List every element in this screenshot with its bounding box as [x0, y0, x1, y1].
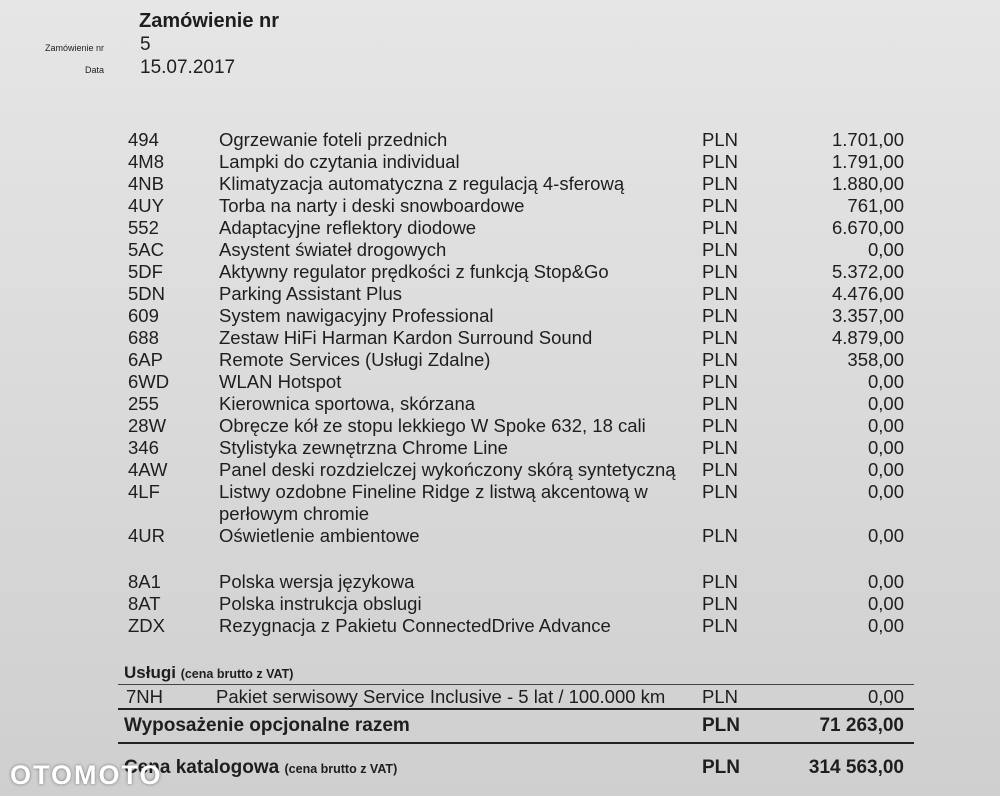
option-amount: 4.879,00	[831, 327, 904, 348]
option-code: 8A1	[128, 571, 161, 592]
option-description: Polska wersja językowa	[219, 571, 415, 592]
option-code: 5AC	[128, 239, 164, 260]
option-amount: 1.791,00	[831, 151, 904, 172]
option-row	[0, 305, 1000, 327]
option-description: Rezygnacja z Pakietu ConnectedDrive Advance	[219, 615, 611, 636]
option-amount: 0,00	[867, 481, 904, 502]
option-amount: 6.670,00	[831, 217, 904, 238]
option-description: Listwy ozdobne Fineline Ridge z listwą akcentową w perłowym chromie	[219, 481, 648, 524]
option-amount: 0,00	[867, 525, 904, 546]
option-code: ZDX	[128, 615, 165, 636]
option-description: Parking Assistant Plus	[219, 283, 403, 304]
option-amount: 0,00	[867, 239, 904, 260]
option-row	[0, 173, 1000, 195]
option-amount: 0,00	[867, 571, 904, 592]
option-amount: 0,00	[867, 615, 904, 636]
option-row	[0, 349, 1000, 371]
catalog-price-label-wrap	[124, 755, 397, 782]
date-label: Data	[84, 65, 104, 75]
option-currency: PLN	[702, 571, 738, 592]
option-code: 346	[128, 437, 159, 458]
catalog-price-currency: PLN	[702, 757, 740, 778]
option-amount: 4.476,00	[831, 283, 904, 304]
option-code: 494	[128, 129, 159, 150]
option-currency: PLN	[702, 217, 738, 238]
option-code: 8AT	[128, 593, 161, 614]
option-row	[0, 593, 1000, 615]
option-row	[0, 327, 1000, 349]
option-currency: PLN	[702, 525, 738, 546]
services-title: Usługi	[124, 663, 176, 682]
option-code: 6AP	[128, 349, 163, 370]
option-row	[0, 393, 1000, 415]
date-value: 15.07.2017	[140, 57, 236, 78]
order-number-label: Zamówienie nr	[44, 43, 104, 53]
option-currency: PLN	[702, 129, 738, 150]
option-row	[0, 415, 1000, 437]
option-row	[0, 239, 1000, 261]
service-row	[0, 686, 1000, 708]
option-currency: PLN	[702, 349, 738, 370]
option-code: 28W	[128, 415, 167, 436]
option-row	[0, 525, 1000, 547]
document-title: Zamówienie nr	[139, 10, 280, 32]
option-row	[0, 615, 1000, 637]
option-currency: PLN	[702, 239, 738, 260]
option-amount: 358,00	[847, 349, 904, 370]
option-description: Oświetlenie ambientowe	[219, 525, 420, 546]
option-code: 4AW	[128, 459, 168, 480]
option-code: 5DF	[128, 261, 163, 282]
services-note: (cena brutto z VAT)	[180, 667, 294, 681]
option-description: WLAN Hotspot	[219, 371, 342, 392]
option-currency: PLN	[702, 195, 738, 216]
option-currency: PLN	[702, 261, 738, 282]
option-amount: 1.701,00	[831, 129, 904, 150]
divider	[118, 684, 914, 685]
option-amount: 5.372,00	[831, 261, 904, 282]
option-code: 4LF	[128, 481, 160, 502]
option-currency: PLN	[702, 415, 738, 436]
option-row	[0, 129, 1000, 151]
option-description: Polska instrukcja obslugi	[219, 593, 422, 614]
option-currency: PLN	[702, 283, 738, 304]
option-amount: 0,00	[867, 437, 904, 458]
option-amount: 0,00	[867, 415, 904, 436]
option-description: Torba na narty i deski snowboardowe	[219, 195, 525, 216]
option-row	[0, 195, 1000, 217]
option-description: System nawigacyjny Professional	[219, 305, 494, 326]
option-currency: PLN	[702, 305, 738, 326]
option-amount: 761,00	[847, 195, 904, 216]
option-amount: 0,00	[867, 593, 904, 614]
option-row	[0, 481, 1000, 525]
option-row	[0, 571, 1000, 593]
service-amount: 0,00	[867, 686, 904, 707]
option-description: Adaptacyjne reflektory diodowe	[219, 217, 477, 238]
option-description: Asystent świateł drogowych	[219, 239, 447, 260]
option-code: 609	[128, 305, 159, 326]
catalog-price-label: Cena katalogowa	[124, 757, 280, 778]
service-currency: PLN	[702, 686, 738, 707]
options-total-currency: PLN	[702, 715, 740, 736]
option-description: Obręcze kół ze stopu lekkiego W Spoke 632, 18 cali	[219, 415, 646, 436]
option-code: 4UR	[128, 525, 166, 546]
option-currency: PLN	[702, 151, 738, 172]
option-row	[0, 437, 1000, 459]
option-code: 255	[128, 393, 159, 414]
option-description: Klimatyzacja automatyczna z regulacją 4-sferową	[219, 173, 625, 194]
option-description: Stylistyka zewnętrzna Chrome Line	[219, 437, 508, 458]
option-description: Ogrzewanie foteli przednich	[219, 129, 448, 150]
services-heading	[124, 663, 293, 683]
option-description: Lampki do czytania individual	[219, 151, 460, 172]
order-number-value: 5	[140, 34, 151, 55]
option-amount: 0,00	[867, 459, 904, 480]
divider	[118, 742, 914, 744]
option-currency: PLN	[702, 371, 738, 392]
option-row	[0, 151, 1000, 173]
option-code: 4M8	[128, 151, 164, 172]
option-currency: PLN	[702, 481, 738, 502]
option-description: Kierownica sportowa, skórzana	[219, 393, 476, 414]
option-amount: 3.357,00	[831, 305, 904, 326]
option-description: Panel deski rozdzielczej wykończony skórą syntetyczną	[219, 459, 676, 480]
watermark-logo: OTOMOTO	[10, 760, 163, 790]
option-currency: PLN	[702, 437, 738, 458]
option-currency: PLN	[702, 615, 738, 636]
option-description: Aktywny regulator prędkości z funkcją Stop&Go	[219, 261, 609, 282]
service-description: Pakiet serwisowy Service Inclusive - 5 lat / 100.000 km	[216, 686, 666, 707]
option-row	[0, 217, 1000, 239]
option-code: 6WD	[128, 371, 170, 392]
option-code: 552	[128, 217, 159, 238]
option-row	[0, 261, 1000, 283]
option-currency: PLN	[702, 327, 738, 348]
option-code: 5DN	[128, 283, 166, 304]
option-row	[0, 459, 1000, 481]
option-amount: 1.880,00	[831, 173, 904, 194]
option-amount: 0,00	[867, 393, 904, 414]
options-total-amount: 71 263,00	[819, 715, 904, 736]
option-currency: PLN	[702, 393, 738, 414]
option-currency: PLN	[702, 459, 738, 480]
option-row	[0, 283, 1000, 305]
option-currency: PLN	[702, 173, 738, 194]
option-row	[0, 371, 1000, 393]
catalog-price-amount: 314 563,00	[808, 757, 904, 778]
option-code: 4UY	[128, 195, 164, 216]
options-total-label: Wyposażenie opcjonalne razem	[124, 715, 410, 736]
option-description: Remote Services (Usługi Zdalne)	[219, 349, 491, 370]
catalog-price-note: (cena brutto z VAT)	[284, 762, 398, 776]
option-code: 4NB	[128, 173, 164, 194]
option-description: Zestaw HiFi Harman Kardon Surround Sound	[219, 327, 593, 348]
divider	[118, 708, 914, 710]
option-currency: PLN	[702, 593, 738, 614]
options-total-row	[0, 713, 1000, 739]
option-amount: 0,00	[867, 371, 904, 392]
option-code: 688	[128, 327, 159, 348]
service-code: 7NH	[126, 686, 164, 707]
